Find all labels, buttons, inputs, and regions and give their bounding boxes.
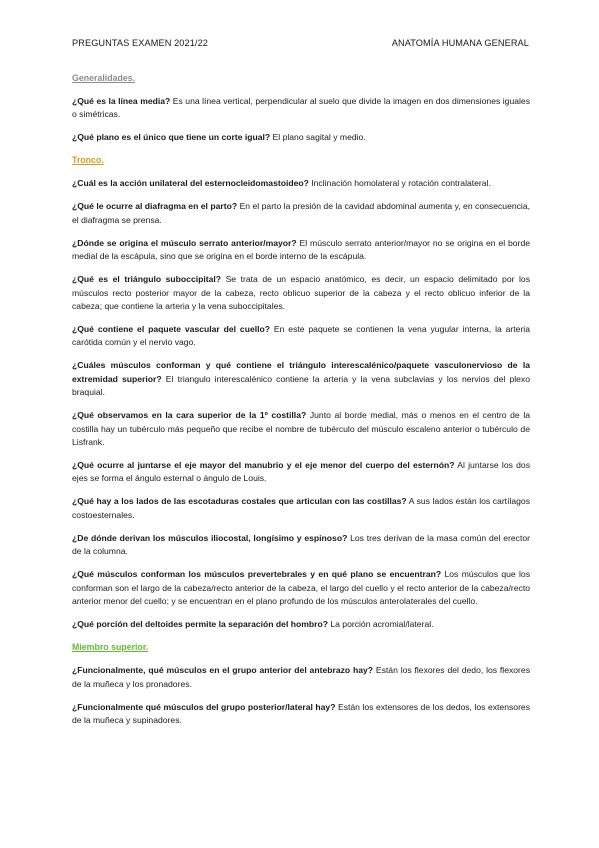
answer: Al juntarse los dos ejes se forma el ángulo esternal o ángulo de Louis. xyxy=(72,460,531,484)
qa-paragraph xyxy=(72,495,530,522)
question: ¿Cuáles músculos conforman y qué contiene el triángulo interescalénico/paquete vasculonervioso de la extremidad superior? xyxy=(72,360,530,384)
question: ¿Dónde se origina el músculo serrato anterior/mayor? xyxy=(72,237,297,248)
question: ¿Qué observamos en la cara superior de la 1º costilla? xyxy=(72,410,307,421)
answer: Los tres derivan de la masa común del erector de la columna. xyxy=(72,532,530,557)
question: ¿Qué hay a los lados de las escotaduras costales que articulan con las costillas? xyxy=(72,496,407,507)
question: ¿Funcionalmente, qué músculos en el grupo anterior del antebrazo hay? xyxy=(72,665,374,676)
qa-paragraph xyxy=(72,95,530,122)
question: ¿Qué contiene el paquete vascular del cuello? xyxy=(72,324,271,335)
qa-paragraph xyxy=(72,323,530,350)
answer: El plano sagital y medio. xyxy=(270,132,366,143)
answer: En este paquete se contienen la vena yugular interna, la arteria carótida común y el nervio vago. xyxy=(72,324,530,348)
qa-paragraph xyxy=(72,237,530,264)
answer: Se trata de un espacio anatómico, es decir, un espacio delimitado por los músculos recto posterior mayor de la cabeza, recto oblicuo superior de la cabeza y el recto oblicuo inferior de la cabeza; que contiene la arteria y la vena suboccipitales. xyxy=(72,274,530,312)
qa-paragraph xyxy=(72,359,530,399)
header-right-title: ANATOMÍA HUMANA GENERAL xyxy=(391,38,529,48)
qa-paragraph xyxy=(72,200,530,227)
question: ¿De dónde derivan los músculos iliocostal, longísimo y espinoso? xyxy=(72,532,348,543)
question: ¿Qué porción del deltoides permite la separación del hombro? xyxy=(72,619,328,630)
section-heading-tronco: Tronco. xyxy=(72,155,104,166)
page-header xyxy=(72,38,529,52)
answer: Junto al borde medial, más o menos en el centro de la costilla hay un tubérculo más pequeño que recibe el nombre de tubérculo del músculo escaleno anterior o tubérculo de Lisfrank. xyxy=(72,410,531,448)
qa-paragraph xyxy=(72,131,530,144)
answer: Están los flexores del dedo, los flexores de la muñeca y los pronadores. xyxy=(72,665,530,689)
question: ¿Cuál es la acción unilateral del esternocleidomastoideo? xyxy=(72,178,309,189)
answer: A sus lados están los cartílagos costoesternales. xyxy=(72,496,531,520)
answer: Es una línea vertical, perpendicular al suelo que divide la imagen en dos dimensiones iguales o simétricas. xyxy=(72,96,530,120)
qa-paragraph xyxy=(72,459,530,486)
qa-paragraph xyxy=(72,618,530,631)
question: ¿Qué plano es el único que tiene un corte igual? xyxy=(72,132,271,143)
question: ¿Qué le ocurre al diafragma en el parto? xyxy=(72,201,238,212)
qa-paragraph xyxy=(72,177,530,190)
question: ¿Qué es el triángulo suboccipital? xyxy=(72,274,222,285)
qa-paragraph xyxy=(72,409,530,449)
section-heading-generalidades: Generalidades. xyxy=(72,73,136,83)
question: ¿Qué músculos conforman los músculos prevertebrales y en qué plano se encuentran? xyxy=(72,569,442,580)
question: ¿Qué es la línea media? xyxy=(72,96,171,106)
answer: El músculo serrato anterior/mayor no se origina en el borde medial de la escápula, sino que se origina en el borde interno de la escápula. xyxy=(72,237,530,262)
qa-paragraph xyxy=(72,532,530,559)
qa-paragraph xyxy=(72,568,530,608)
answer: La porción acromial/lateral. xyxy=(327,619,434,630)
answer: En el parto la presión de la cavidad abdominal aumenta y, en consecuencia, el diafragma se prensa. xyxy=(72,201,530,225)
document-body xyxy=(72,72,530,737)
answer: Están los extensores de los dedos, los extensores de la muñeca y supinadores. xyxy=(72,701,531,725)
header-left-title: PREGUNTAS EXAMEN 2021/22 xyxy=(72,38,209,48)
section-heading-miembro-superior: Miembro superior. xyxy=(72,642,149,653)
answer: El triangulo interescalénico contiene la arteria y la vena subclavias y los nervios del plexo braquial. xyxy=(72,373,531,398)
question: ¿Funcionalmente qué músculos del grupo posterior/lateral hay? xyxy=(72,701,336,712)
qa-paragraph xyxy=(72,664,530,691)
answer: Los músculos que los conforman son el largo de la cabeza/recto anterior de la cabeza, el largo del cuello y el recto anterior de la cabeza/recto anterior menor del cuello; y se encuentran en el plano profundo de los músculos anterolaterales del cuello. xyxy=(72,569,530,607)
question: ¿Qué ocurre al juntarse el eje mayor del manubrio y el eje menor del cuerpo del esternón? xyxy=(72,460,455,471)
answer: Inclinación homolateral y rotación contralateral. xyxy=(308,178,491,189)
qa-paragraph xyxy=(72,273,530,313)
qa-paragraph xyxy=(72,701,530,728)
